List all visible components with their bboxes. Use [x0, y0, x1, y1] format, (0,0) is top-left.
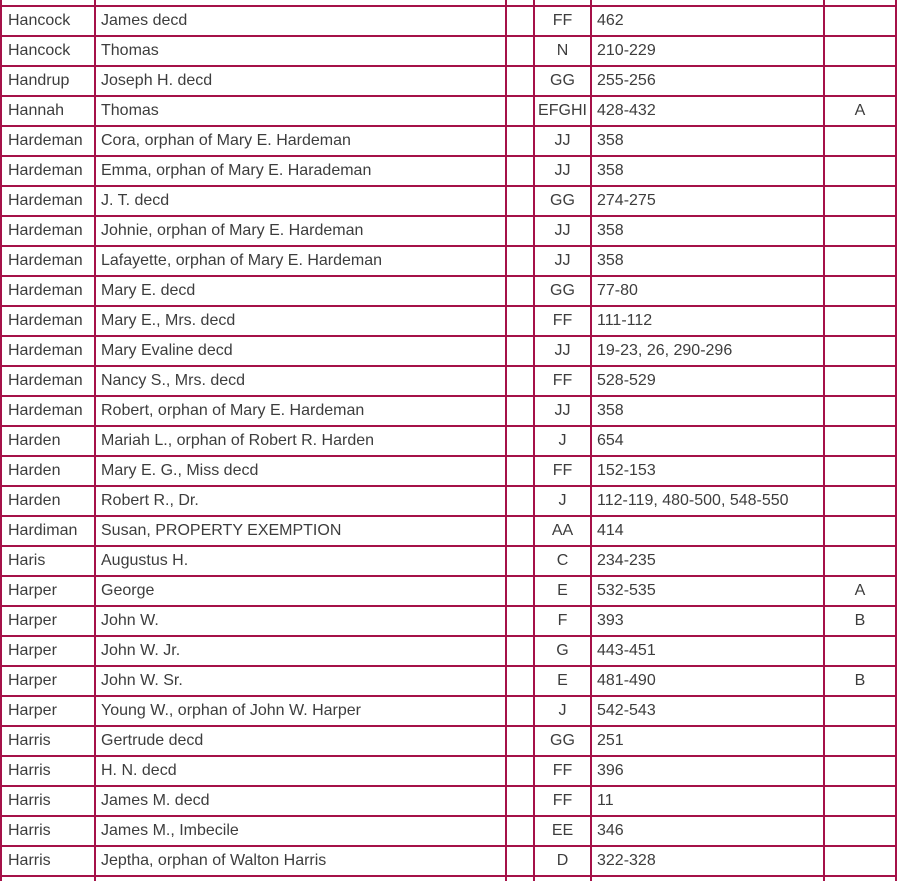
cell-surname: Harper: [8, 612, 57, 629]
cell-pages: 396: [590, 757, 823, 785]
cell-pages: 358: [590, 127, 823, 155]
cell-given-name: Susan, PROPERTY EXEMPTION: [94, 517, 505, 545]
cell-pages: 542-543: [590, 697, 823, 725]
cell-given-name: Joseph H. decd: [94, 67, 505, 95]
cell-surname: Harris: [8, 822, 51, 839]
cell-given-name: James M., Imbecile: [94, 817, 505, 845]
cell-note-letter: [823, 847, 895, 875]
cell-given-name: Emma, orphan of Mary E. Harademan: [94, 157, 505, 185]
cell-note-letter: [823, 727, 895, 755]
cell-surname: Handrup: [8, 72, 70, 89]
cell-volume-code: GG: [533, 277, 590, 305]
cell-pages: 428-432: [590, 97, 823, 125]
table-row: [0, 125, 897, 155]
table-row: [0, 245, 897, 275]
cell-given-name: John W. Jr.: [94, 637, 505, 665]
table-row: [0, 335, 897, 365]
cell-spacer: [505, 127, 533, 155]
cell-note-letter: [823, 7, 895, 35]
cell-volume-code: D: [533, 847, 590, 875]
table-row: [0, 155, 897, 185]
cell-pages: 462: [590, 7, 823, 35]
table-row: [0, 425, 897, 455]
cell-given-name: Thomas: [94, 37, 505, 65]
cell-note-letter: [823, 787, 895, 815]
cell-given-name: George: [94, 577, 505, 605]
cell-spacer: [505, 637, 533, 665]
cell-pages: 274-275: [590, 187, 823, 215]
cell-spacer: [505, 217, 533, 245]
table-row: [0, 755, 897, 785]
cell-note-letter: [823, 367, 895, 395]
cell-note-letter: [823, 547, 895, 575]
cell-volume-code: FF: [533, 787, 590, 815]
cell-note-letter: B: [823, 607, 895, 635]
table-row: [0, 215, 897, 245]
cell-spacer: [505, 607, 533, 635]
cell-spacer: [505, 517, 533, 545]
table-row: [0, 665, 897, 695]
cell-spacer: [505, 187, 533, 215]
cell-pages: 77-80: [590, 277, 823, 305]
cell-volume-code: J: [533, 697, 590, 725]
cell-note-letter: [823, 757, 895, 785]
table-row: [0, 575, 897, 605]
cell-volume-code: JJ: [533, 127, 590, 155]
cell-volume-code: J: [533, 427, 590, 455]
table-row: [0, 35, 897, 65]
table-row: [0, 845, 897, 875]
cell-note-letter: [823, 337, 895, 365]
cell-surname: Harper: [8, 672, 57, 689]
table-row: [0, 815, 897, 845]
cell-note-letter: [823, 427, 895, 455]
table-row: [0, 455, 897, 485]
cell-note-letter: [823, 0, 895, 5]
cell-volume-code: JJ: [533, 217, 590, 245]
cell-given-name: Robert, orphan of Mary E. Hardeman: [94, 397, 505, 425]
cell-note-letter: [823, 397, 895, 425]
cell-volume-code: [533, 0, 590, 5]
cell-spacer: [505, 577, 533, 605]
cell-volume-code: E: [533, 577, 590, 605]
cell-note-letter: [823, 817, 895, 845]
cell-spacer: [505, 667, 533, 695]
cell-note-letter: [823, 697, 895, 725]
cell-surname: Hardeman: [8, 342, 83, 359]
cell-volume-code: GG: [533, 727, 590, 755]
cell-volume-code: FF: [533, 757, 590, 785]
table-row: [0, 365, 897, 395]
cell-surname: Hardeman: [8, 162, 83, 179]
cell-spacer: [505, 367, 533, 395]
cell-surname: Hardeman: [8, 252, 83, 269]
cell-surname: Hardiman: [8, 522, 78, 539]
cell-volume-code: JJ: [533, 337, 590, 365]
cell-note-letter: [823, 157, 895, 185]
cell-volume-code: F: [533, 607, 590, 635]
cell-pages: 358: [590, 217, 823, 245]
cell-surname: Hardeman: [8, 192, 83, 209]
cell-surname: Harris: [8, 762, 51, 779]
cell-surname: Harper: [8, 702, 57, 719]
table-row: [0, 485, 897, 515]
cell-volume-code: EE: [533, 817, 590, 845]
cell-pages: 358: [590, 157, 823, 185]
cell-pages: 346: [590, 817, 823, 845]
cell-surname: Harden: [8, 492, 61, 509]
cell-spacer: [505, 307, 533, 335]
partial-row-top: [0, 0, 897, 5]
cell-note-letter: [823, 37, 895, 65]
cell-given-name: Mariah L., orphan of Robert R. Harden: [94, 427, 505, 455]
cell-surname: [2, 877, 94, 881]
cell-given-name: Mary E., Mrs. decd: [94, 307, 505, 335]
cell-given-name: H. N. decd: [94, 757, 505, 785]
cell-given-name: Lafayette, orphan of Mary E. Hardeman: [94, 247, 505, 275]
cell-given-name: James decd: [94, 7, 505, 35]
cell-note-letter: [823, 307, 895, 335]
table-row: [0, 65, 897, 95]
cell-pages: 112-119, 480-500, 548-550: [590, 487, 823, 515]
table-row: [0, 515, 897, 545]
cell-given-name: Jeptha, orphan of Walton Harris: [94, 847, 505, 875]
cell-given-name: John W.: [94, 607, 505, 635]
table-row: [0, 305, 897, 335]
cell-spacer: [505, 67, 533, 95]
table-row: [0, 395, 897, 425]
cell-pages: 111-112: [590, 307, 823, 335]
cell-pages: 11: [590, 787, 823, 815]
cell-given-name: [94, 877, 505, 881]
cell-surname: Harden: [8, 462, 61, 479]
cell-given-name: Robert R., Dr.: [94, 487, 505, 515]
cell-surname: [2, 0, 94, 5]
cell-note-letter: [823, 127, 895, 155]
cell-note-letter: [823, 187, 895, 215]
cell-volume-code: JJ: [533, 157, 590, 185]
cell-given-name: James M. decd: [94, 787, 505, 815]
cell-spacer: [505, 157, 533, 185]
cell-surname: Harper: [8, 582, 57, 599]
cell-pages: 251: [590, 727, 823, 755]
cell-volume-code: G: [533, 637, 590, 665]
cell-spacer: [505, 37, 533, 65]
cell-spacer: [505, 877, 533, 881]
cell-given-name: Gertrude decd: [94, 727, 505, 755]
cell-volume-code: J: [533, 487, 590, 515]
cell-surname: Hardeman: [8, 312, 83, 329]
cell-note-letter: B: [823, 667, 895, 695]
cell-note-letter: A: [823, 97, 895, 125]
cell-spacer: [505, 817, 533, 845]
cell-spacer: [505, 277, 533, 305]
cell-note-letter: [823, 277, 895, 305]
cell-volume-code: GG: [533, 187, 590, 215]
cell-volume-code: FF: [533, 7, 590, 35]
cell-surname: Hardeman: [8, 222, 83, 239]
cell-surname: Hardeman: [8, 132, 83, 149]
cell-spacer: [505, 337, 533, 365]
cell-volume-code: JJ: [533, 247, 590, 275]
cell-note-letter: [823, 67, 895, 95]
cell-surname: Harris: [8, 852, 51, 869]
table-row: [0, 5, 897, 35]
cell-pages: 358: [590, 247, 823, 275]
cell-given-name: Thomas: [94, 97, 505, 125]
cell-given-name: Young W., orphan of John W. Harper: [94, 697, 505, 725]
partial-row-bottom: [0, 875, 897, 881]
cell-given-name: [94, 0, 505, 5]
table-row: [0, 545, 897, 575]
cell-spacer: [505, 247, 533, 275]
cell-spacer: [505, 397, 533, 425]
cell-spacer: [505, 787, 533, 815]
cell-surname: Hardeman: [8, 402, 83, 419]
table-row: [0, 725, 897, 755]
cell-spacer: [505, 757, 533, 785]
cell-surname: Hardeman: [8, 372, 83, 389]
cell-given-name: Cora, orphan of Mary E. Hardeman: [94, 127, 505, 155]
cell-pages: 481-490: [590, 667, 823, 695]
cell-volume-code: AA: [533, 517, 590, 545]
cell-spacer: [505, 727, 533, 755]
cell-spacer: [505, 97, 533, 125]
cell-pages: 210-229: [590, 37, 823, 65]
cell-pages: 19-23, 26, 290-296: [590, 337, 823, 365]
cell-volume-code: N: [533, 37, 590, 65]
cell-surname: Haris: [8, 552, 46, 569]
cell-spacer: [505, 7, 533, 35]
cell-note-letter: A: [823, 577, 895, 605]
table-row: [0, 95, 897, 125]
cell-spacer: [505, 547, 533, 575]
cell-note-letter: [823, 457, 895, 485]
cell-spacer: [505, 0, 533, 5]
cell-surname: Hannah: [8, 102, 65, 119]
cell-given-name: Mary Evaline decd: [94, 337, 505, 365]
cell-spacer: [505, 847, 533, 875]
table-row: [0, 605, 897, 635]
cell-surname: Harris: [8, 732, 51, 749]
cell-note-letter: [823, 487, 895, 515]
cell-note-letter: [823, 877, 895, 881]
cell-surname: Hardeman: [8, 282, 83, 299]
cell-surname: Harris: [8, 792, 51, 809]
table-row: [0, 635, 897, 665]
cell-volume-code: E: [533, 667, 590, 695]
cell-volume-code: JJ: [533, 397, 590, 425]
cell-pages: 443-451: [590, 637, 823, 665]
cell-pages: 393: [590, 607, 823, 635]
cell-given-name: Mary E. G., Miss decd: [94, 457, 505, 485]
cell-pages: 255-256: [590, 67, 823, 95]
cell-surname: Harden: [8, 432, 61, 449]
cell-pages: [590, 877, 823, 881]
cell-pages: 654: [590, 427, 823, 455]
cell-given-name: J. T. decd: [94, 187, 505, 215]
cell-volume-code: FF: [533, 307, 590, 335]
cell-note-letter: [823, 247, 895, 275]
cell-surname: Harper: [8, 642, 57, 659]
cell-volume-code: FF: [533, 457, 590, 485]
cell-pages: 152-153: [590, 457, 823, 485]
cell-given-name: Johnie, orphan of Mary E. Hardeman: [94, 217, 505, 245]
cell-given-name: Augustus H.: [94, 547, 505, 575]
cell-note-letter: [823, 517, 895, 545]
cell-pages: 532-535: [590, 577, 823, 605]
cell-spacer: [505, 457, 533, 485]
cell-pages: 322-328: [590, 847, 823, 875]
cell-pages: 234-235: [590, 547, 823, 575]
cell-surname: Hancock: [8, 42, 71, 59]
cell-pages: 528-529: [590, 367, 823, 395]
cell-volume-code: EFGHI: [533, 97, 590, 125]
cell-volume-code: [533, 877, 590, 881]
cell-surname: Hancock: [8, 12, 71, 29]
cell-volume-code: FF: [533, 367, 590, 395]
cell-note-letter: [823, 217, 895, 245]
cell-given-name: John W. Sr.: [94, 667, 505, 695]
table-row: [0, 275, 897, 305]
cell-pages: 414: [590, 517, 823, 545]
cell-note-letter: [823, 637, 895, 665]
cell-volume-code: GG: [533, 67, 590, 95]
cell-given-name: Nancy S., Mrs. decd: [94, 367, 505, 395]
table-row: [0, 785, 897, 815]
cell-pages: 358: [590, 397, 823, 425]
cell-pages: [590, 0, 823, 5]
cell-spacer: [505, 427, 533, 455]
cell-volume-code: C: [533, 547, 590, 575]
cell-spacer: [505, 487, 533, 515]
table-row: [0, 695, 897, 725]
cell-given-name: Mary E. decd: [94, 277, 505, 305]
table-row: [0, 185, 897, 215]
cell-spacer: [505, 697, 533, 725]
